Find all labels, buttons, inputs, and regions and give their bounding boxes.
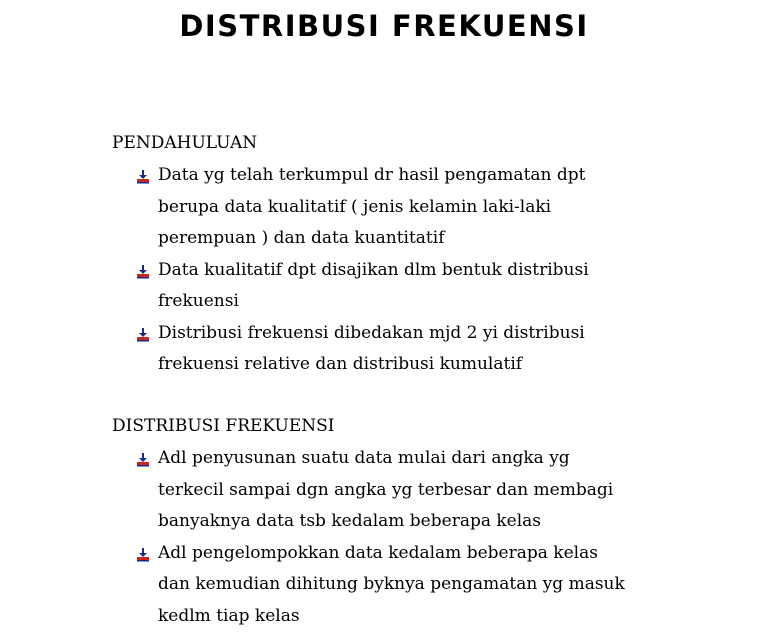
list-item [112, 255, 732, 318]
arrow-bullet-icon [136, 328, 150, 342]
list-item [112, 160, 732, 255]
arrow-bullet-icon [136, 453, 150, 467]
section-pendahuluan [112, 130, 732, 381]
list-item [112, 538, 732, 632]
list-item [112, 318, 732, 381]
bullet-text: Data yg telah terkumpul dr hasil pengamatan dpt berupa data kualitatif ( jenis kelamin laki-laki perempuan ) dan data kuantitatif [158, 160, 732, 255]
bullet-text: Distribusi frekuensi dibedakan mjd 2 yi distribusi frekuensi relative dan distribusi kumulatif [158, 318, 732, 381]
arrow-bullet-icon [136, 548, 150, 562]
arrow-bullet-icon [136, 170, 150, 184]
section-heading: PENDAHULUAN [112, 130, 732, 156]
bullet-list [112, 443, 732, 632]
section-heading: DISTRIBUSI FREKUENSI [112, 413, 732, 439]
page-title: DISTRIBUSI FREKUENSI [0, 6, 768, 46]
section-distribusi-frekuensi [112, 413, 732, 632]
bullet-text: Adl penyusunan suatu data mulai dari angka yg terkecil sampai dgn angka yg terbesar dan membagi banyaknya data tsb kedalam beberapa kelas [158, 443, 732, 538]
list-item [112, 443, 732, 538]
arrow-bullet-icon [136, 265, 150, 279]
bullet-text: Adl pengelompokkan data kedalam beberapa kelas dan kemudian dihitung byknya pengamatan yg masuk kedlm tiap kelas [158, 538, 732, 632]
bullet-text: Data kualitatif dpt disajikan dlm bentuk distribusi frekuensi [158, 255, 732, 318]
bullet-list [112, 160, 732, 381]
